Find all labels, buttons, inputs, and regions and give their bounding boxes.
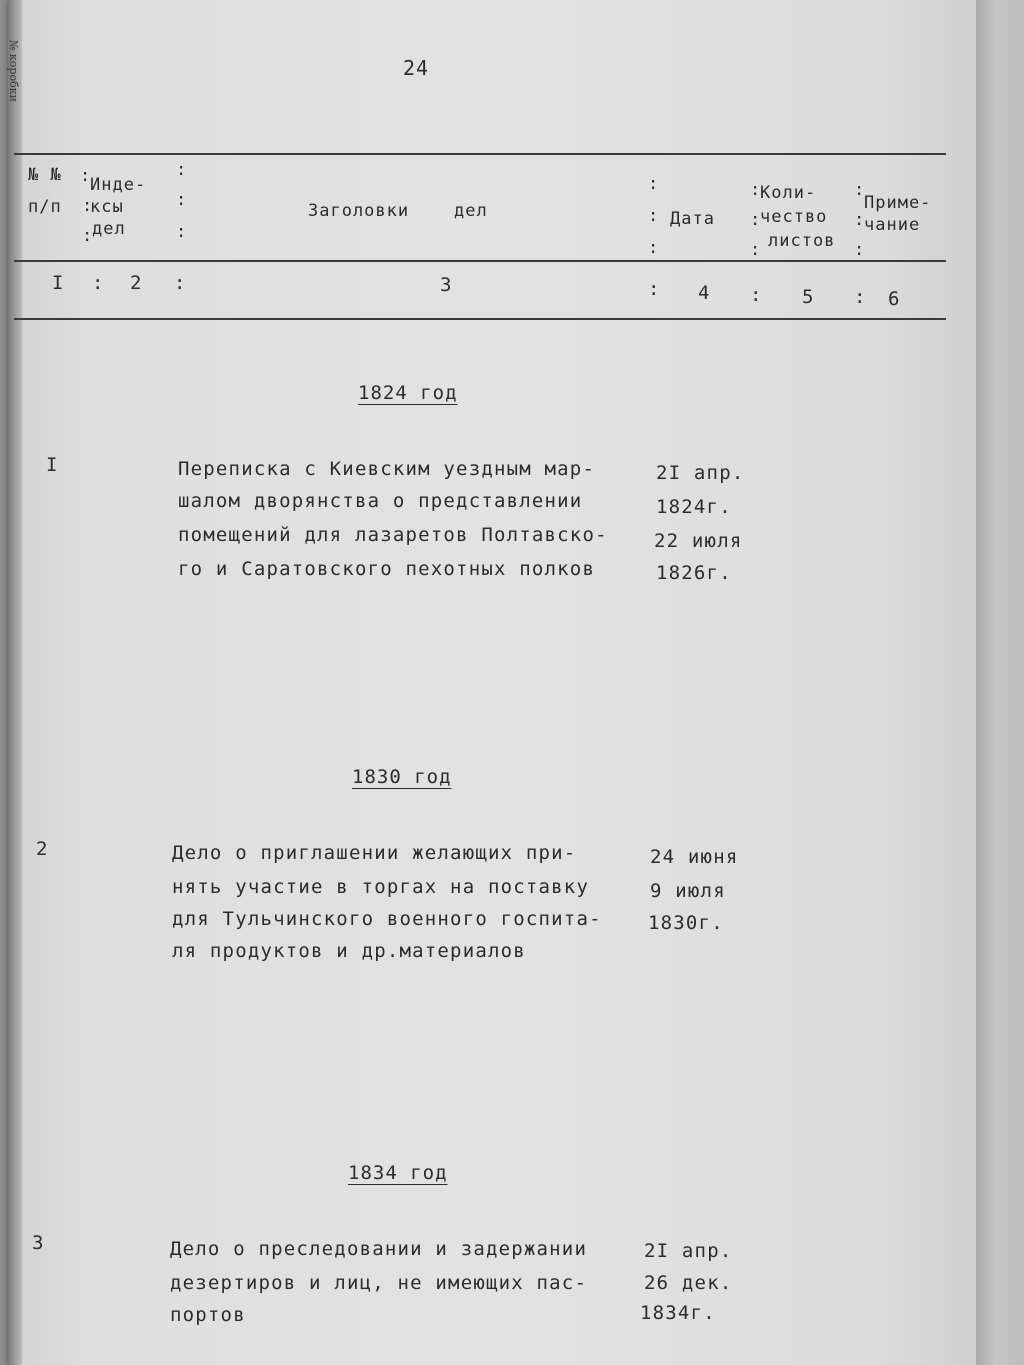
- header-col1-line1: № №: [28, 165, 62, 185]
- header-col5-line2: чество: [760, 207, 828, 227]
- column-number-6: 6: [888, 288, 901, 310]
- entry-date-line: 2I апр.: [656, 462, 745, 484]
- header-mid-rule: [14, 260, 946, 262]
- header-sep: :: [176, 190, 188, 210]
- year-heading: 1834 год: [348, 1162, 448, 1184]
- entry-title-line: Дело о приглашении желающих при-: [172, 842, 577, 864]
- entry-date-line: 9 июля: [650, 880, 726, 902]
- page-number: 24: [403, 56, 430, 80]
- entry-date-line: 24 июня: [650, 846, 739, 868]
- year-heading: 1830 год: [352, 766, 452, 788]
- entry-title-line: Дело о преследовании и задержании: [170, 1238, 588, 1260]
- header-sep: :: [854, 210, 866, 230]
- entry-date-line: 1826г.: [656, 562, 732, 584]
- column-number-1: I: [52, 272, 65, 294]
- entry-number: I: [46, 454, 59, 476]
- header-col5-line1: Коли-: [760, 183, 817, 203]
- header-sep: :: [750, 180, 762, 200]
- binding-edge: [8, 0, 22, 1365]
- entry-title-line: помещений для лазаретов Полтавско-: [178, 524, 608, 546]
- column-number-sep: :: [854, 286, 867, 308]
- entry-date-line: 1830г.: [648, 912, 724, 934]
- header-col3: Заголовки дел: [308, 201, 488, 221]
- column-number-sep: :: [750, 284, 763, 306]
- header-sep: :: [854, 180, 866, 200]
- column-number-sep: :: [92, 272, 105, 294]
- entry-title-line: дезертиров и лиц, не имеющих пас-: [170, 1272, 588, 1294]
- header-sep: :: [750, 240, 762, 260]
- header-col4: Дата: [670, 209, 715, 229]
- header-top-rule: [14, 153, 946, 155]
- header-sep: :: [82, 226, 94, 246]
- year-heading: 1824 год: [358, 382, 458, 404]
- header-col5-line3: листов: [768, 231, 836, 251]
- entry-title-line: шалом дворянства о представлении: [178, 490, 583, 512]
- header-sep: :: [648, 206, 660, 226]
- header-col2-line3: дел: [92, 219, 126, 239]
- entry-title-line: ля продуктов и др.материалов: [172, 940, 526, 962]
- entry-date-line: 1834г.: [640, 1302, 716, 1324]
- entry-date-line: 1824г.: [656, 496, 732, 518]
- header-col2-line1: Инде-: [90, 175, 147, 195]
- entry-date-line: 22 июля: [654, 530, 743, 552]
- column-number-sep: :: [174, 272, 187, 294]
- column-number-2: 2: [130, 272, 143, 294]
- column-number-4: 4: [698, 282, 711, 304]
- entry-title-line: го и Саратовского пехотных полков: [178, 558, 596, 580]
- column-number-5: 5: [802, 286, 815, 308]
- page-shadow: [976, 0, 1024, 1365]
- header-col6-line2: чание: [864, 215, 921, 235]
- header-col1-line2: п/п: [28, 197, 62, 217]
- header-bottom-rule: [14, 318, 946, 320]
- column-number-sep: :: [648, 278, 661, 300]
- document-page: [8, 0, 976, 1365]
- header-sep: :: [648, 174, 660, 194]
- header-sep: :: [750, 210, 762, 230]
- entry-title-line: нять участие в торгах на поставку: [172, 876, 590, 898]
- header-sep: :: [80, 166, 92, 186]
- entry-date-line: 26 дек.: [644, 1272, 733, 1294]
- header-sep: :: [854, 240, 866, 260]
- header-sep: :: [176, 222, 188, 242]
- header-col6-line1: Приме-: [864, 193, 932, 213]
- header-col2-line2: ксы: [90, 197, 124, 217]
- entry-number: 2: [36, 838, 49, 860]
- header-sep: :: [176, 160, 188, 180]
- entry-title-line: Переписка с Киевским уездным мар-: [178, 458, 596, 480]
- header-sep: :: [648, 238, 660, 258]
- entry-date-line: 2I апр.: [644, 1240, 733, 1262]
- column-number-3: 3: [440, 274, 453, 296]
- header-sep: :: [82, 196, 94, 216]
- entry-title-line: для Тульчинского военного госпита-: [172, 908, 602, 930]
- entry-number: 3: [32, 1232, 45, 1254]
- entry-title-line: портов: [170, 1304, 246, 1326]
- edge-label: № коробки: [7, 40, 20, 102]
